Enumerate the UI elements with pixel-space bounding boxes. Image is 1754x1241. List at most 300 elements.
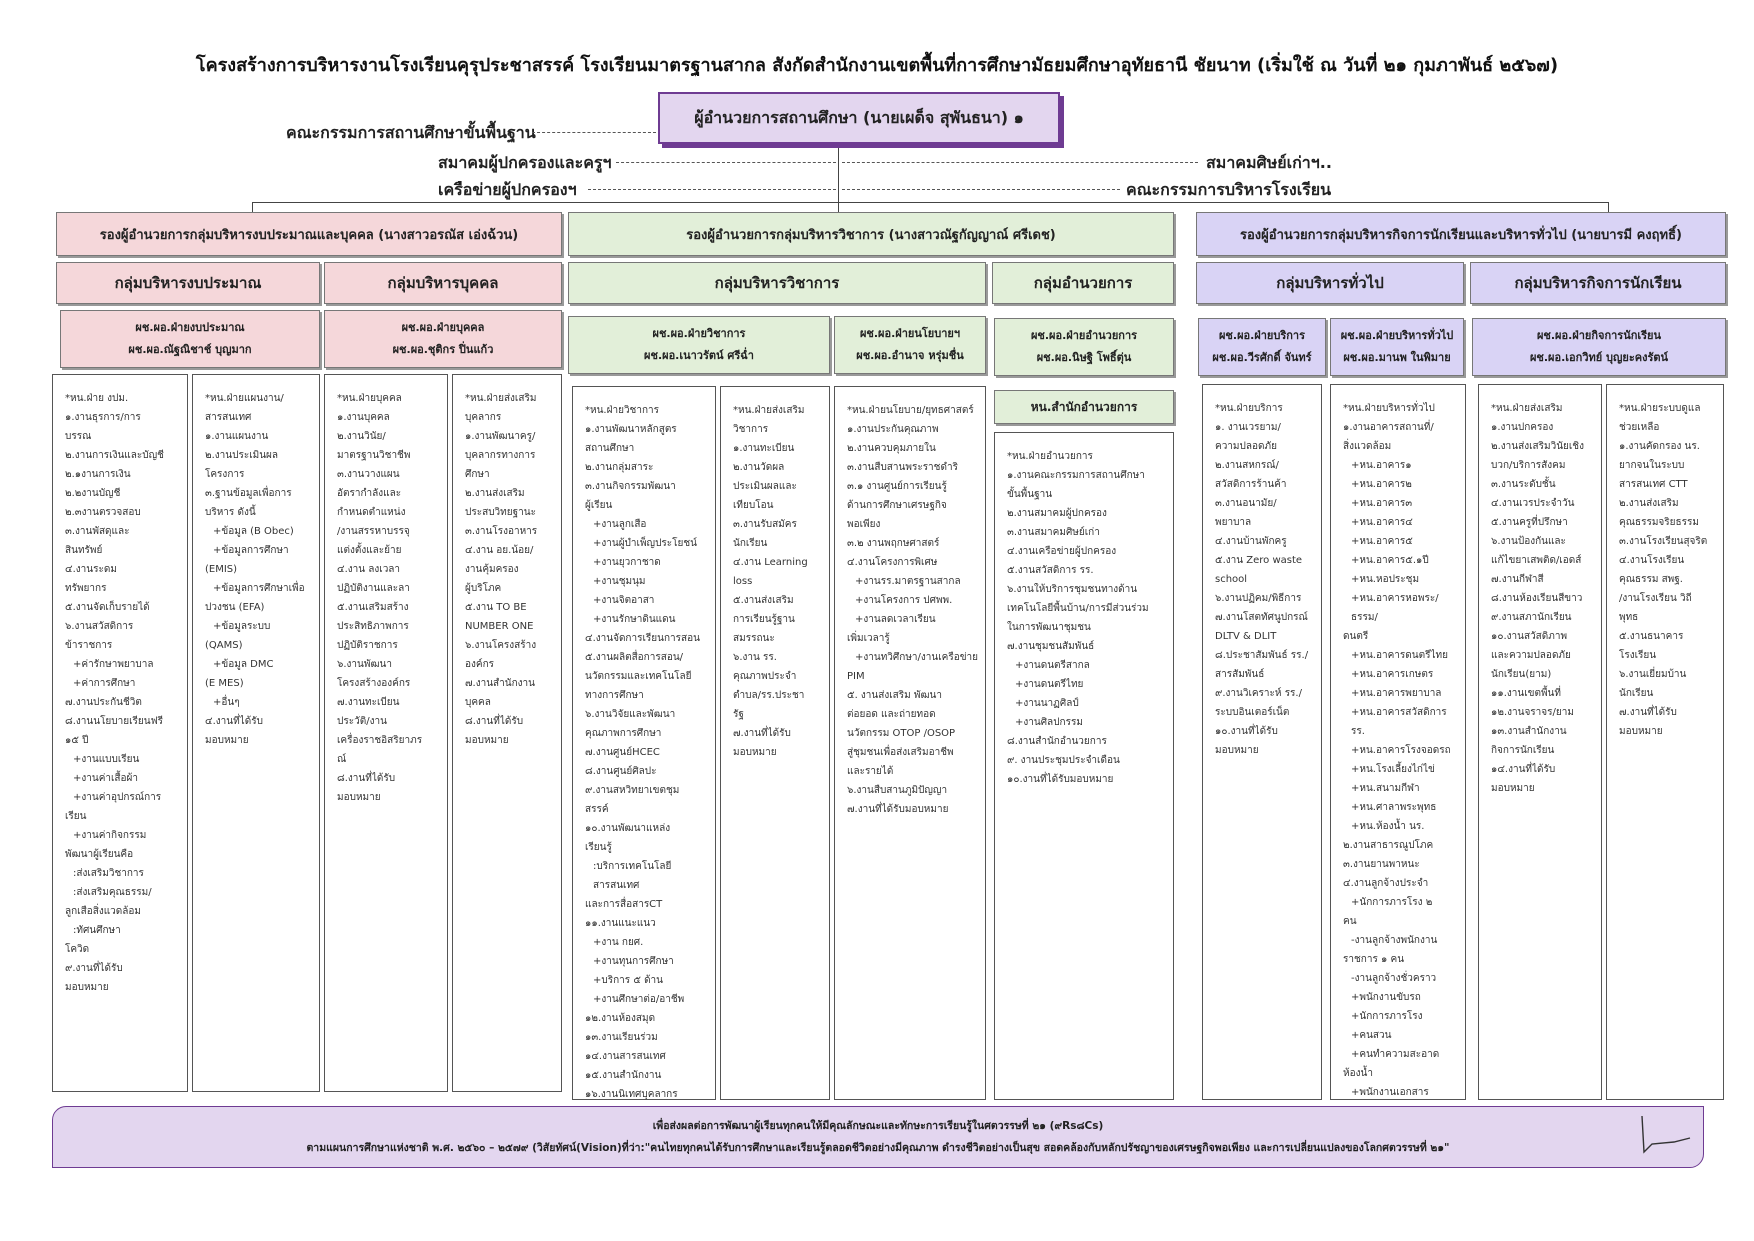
task-item: ราชการ ๑ คน [1343, 954, 1405, 965]
task-item: งานคุ้มครอง [465, 564, 519, 575]
task-item: +หน.อาคาร๓ [1351, 498, 1413, 509]
task-item: ทางการศึกษา [585, 690, 644, 701]
task-item: ๖.งานโครงสร้าง [465, 640, 537, 651]
head-general-admin-name: ผช.ผอ.มานพ ในพิมาย [1343, 351, 1451, 364]
task-item: ๒.งานส่งเสริม [1619, 498, 1679, 509]
task-item: กำหนดตำแหน่ง [337, 507, 406, 518]
task-item: ๓.งานโรงเรียนสุจริต [1619, 536, 1708, 547]
task-item: ๒.งานควบคุมภายใน [847, 443, 936, 454]
task-item: บริหาร ดังนี้ [205, 507, 256, 518]
head-budget [60, 310, 320, 368]
task-item: :บริการเทคโนโลยีสารสนเทศ [593, 861, 672, 891]
task-item: ๑๖.งานนิเทศบุคลากร [585, 1089, 678, 1100]
task-item: ยากจนในระบบ [1619, 460, 1685, 471]
task-item: +งานทุนการศึกษา [593, 956, 674, 967]
task-item: ๙. งานประชุมประจำเดือน [1007, 755, 1120, 766]
task-item: โรงเรียน [1619, 650, 1657, 661]
committee-dash-line [842, 189, 1120, 190]
task-item: ๙.งานสภานักเรียน [1491, 612, 1572, 623]
task-item: ๖.งานสวัสดิการ [65, 621, 134, 632]
task-item: +งานชุมนุม [593, 576, 646, 587]
task-item: เครื่องราชอิสริยาภร [337, 735, 423, 746]
task-item: ๔.งาน Learning [733, 557, 808, 568]
task-item: กิจการนักเรียน [1491, 745, 1555, 756]
task-item: +ค่ารักษาพยาบาล [73, 659, 154, 670]
task-item: +หน.อาคาร๕ [1351, 536, 1413, 547]
task-item: แต่งตั้งและย้าย [337, 545, 402, 556]
task-item: ๗.งานทะเบียน [337, 697, 400, 708]
task-item: ๙.งานวิเคราะห์ รร./ [1215, 688, 1302, 699]
head-general-admin-title: ผช.ผอ.ฝ่ายบริหารทั่วไป [1340, 329, 1454, 342]
head-budget-name: ผช.ผอ.ณัฐณิชาช์ บุญมาก [128, 343, 252, 356]
deputy-budget-personnel: รองผู้อำนวยการกลุ่มบริหารงบประมาณและบุคคล (นางสาวอรณัส เอ่งฉ้วน) [56, 212, 562, 256]
task-item: ๗.งานโสตทัศนูปกรณ์ [1215, 612, 1308, 623]
head-academic-name: ผช.ผอ.เนาวรัตน์ ศรีฉ่ำ [644, 349, 754, 362]
task-item: บุคคล [465, 697, 491, 708]
task-item: *หน.ฝ่ายส่งเสริม [1491, 403, 1563, 414]
task-item: ๗.งานกีฬาสี [1491, 574, 1544, 585]
head-student-affairs-name: ผช.ผอ.เอกวิทย์ บุญยะคงรัตน์ [1529, 351, 1669, 364]
task-item: +งานค่าเสื้อผ้า [73, 773, 139, 784]
task-item: การเรียนรู้ฐาน [733, 614, 795, 625]
group-student-affairs: กลุ่มบริหารกิจการนักเรียน [1470, 262, 1726, 304]
task-item: ๔.งานบ้านพักครู [1215, 536, 1287, 547]
task-item: และการสื่อสารCT [585, 899, 663, 910]
director-box: ผู้อำนวยการสถานศึกษา (นายเผด็จ สุพันธนา) ๑ [658, 92, 1060, 144]
task-item: (QAMS) [205, 640, 243, 651]
head-service-title: ผช.ผอ.ฝ่ายบริการ [1218, 329, 1306, 342]
head-policy-name: ผช.ผอ.อำนาจ หรุ่มชื่น [856, 349, 964, 362]
task-item: +งานค่ากิจกรรม [73, 830, 147, 841]
task-item: ๒.งานส่งเสริมวินัยเชิง [1491, 441, 1584, 452]
task-item: *หน.ฝ่ายแผนงาน/ [205, 393, 284, 404]
column-budget-plan [192, 374, 320, 1092]
deputy-academic: รองผู้อำนวยการกลุ่มบริหารวิชาการ (นางสาวณัฐกัญญาณ์ ศรีเดช) [568, 212, 1174, 256]
task-item: ๙.งานที่ได้รับ [65, 963, 123, 974]
task-item: ๑๕ ปี [65, 735, 89, 746]
task-item: มอบหมาย [465, 735, 509, 746]
column-general-admin [1330, 384, 1466, 1100]
alumni-label: สมาคมศิษย์เก่าฯ.. [1206, 153, 1332, 172]
parents-assoc-label: สมาคมผู้ปกครองและครูฯ [438, 153, 612, 172]
footer-line-1: เพื่อส่งผลต่อการพัฒนาผู้เรียนทุกคนให้มีคุณลักษณะและทักษะการเรียนรู้ในศตวรรษที่ ๒๑ (๙Rs๘Cs) [652, 1120, 1104, 1132]
task-item: มอบหมาย [1215, 745, 1259, 756]
task-item: ๒.๓งานตรวจสอบ [65, 507, 141, 518]
task-item: ๑๕.งานสำนักงาน [585, 1070, 662, 1081]
task-item: ๒.งานส่งเสริม [465, 488, 525, 499]
task-item: ๑.งานอาคารสถานที่/ [1343, 422, 1434, 433]
column-director-office [994, 432, 1174, 1100]
group-academic: กลุ่มบริหารวิชาการ [568, 262, 986, 304]
task-item: ปวงชน (EFA) [205, 602, 265, 613]
parents-network-dash-line [588, 189, 836, 190]
task-item: ๑๑.งานเขตพื้นที่ [1491, 688, 1561, 699]
task-item: +พนักงานขับรถ [1351, 992, 1421, 1003]
task-item: ๔.งานที่ได้รับ [205, 716, 263, 727]
task-item: สินทรัพย์ [65, 545, 103, 556]
task-item: ๔.งาน อย.น้อย/ [465, 545, 534, 556]
task-item: ๖.งาน รร. [733, 652, 777, 663]
task-item: รัฐ [733, 709, 744, 720]
task-item: ๓.งานระดับชั้น [1491, 479, 1556, 490]
task-item: นักเรียน [1619, 688, 1654, 699]
task-item: สารสนเทศ CTT [1619, 479, 1688, 490]
task-item: +งาน กยศ. [593, 937, 644, 948]
task-item: +หน.โรงเลี้ยงไก่ไข่ [1351, 764, 1435, 775]
head-budget-title: ผช.ผอ.ฝ่ายงบประมาณ [135, 321, 245, 334]
task-item: มาตรฐานวิชาชีพ [337, 450, 411, 461]
task-item: ๑๓.งานเรียนร่วม [585, 1032, 658, 1043]
task-item: +งานรักษาดินแดน [593, 614, 676, 625]
task-item: loss [733, 576, 753, 587]
task-item: ประสบวิทยฐานะ [465, 507, 536, 518]
task-item: ๑.งานประกันคุณภาพ [847, 424, 939, 435]
task-item: เทียบโอน [733, 500, 774, 511]
task-item: ๕.งาน TO BE [465, 602, 527, 613]
head-director-office [994, 318, 1174, 376]
task-item: +หน.สนามกีฬา [1351, 783, 1420, 794]
task-item: ๙.งานสหวิทยาเขตชุม [585, 785, 680, 796]
page-title: โครงสร้างการบริหารงานโรงเรียนคุรุประชาสรรค์ โรงเรียนมาตรฐานสากล สังกัดสำนักงานเขตพื้นที่การศึกษามัธยมศึกษาอุทัยธานี ชัยนาท (เริ่มใช้ ณ วันที่ ๒๑ กุมภาพันธ์ ๒๕๖๗) [195, 55, 1559, 76]
task-item: :ทัศนศึกษา [73, 925, 121, 936]
task-item: ขั้นพื้นฐาน [1007, 489, 1053, 500]
task-item: +หน.อาคารดนตรีไทย [1351, 650, 1448, 661]
task-item: +หน.ศาลาพระพุทธ [1351, 802, 1437, 813]
task-item: ผู้เรียน [585, 500, 613, 511]
task-item: สรรค์ [585, 804, 609, 815]
task-item: +งานยุวกาชาด [593, 557, 661, 568]
task-item: ลูกเสือสิ่งแวดล้อม [65, 906, 141, 917]
deputy-drop-line-1 [252, 202, 253, 212]
vision-footer [52, 1106, 1704, 1168]
task-item: ๔.งานเครือข่ายผู้ปกครอง [1007, 546, 1117, 557]
task-item: +ข้อมูลระบบ [213, 621, 271, 632]
board-label: คณะกรรมการสถานศึกษาขั้นพื้นฐาน [286, 123, 536, 142]
task-item: คุณธรรม สพฐ. [1619, 574, 1683, 585]
task-item: ๕.งานผลิตสื่อการสอน/ [585, 652, 684, 663]
task-item: เทคโนโลยีพื้นบ้าน/การมีส่วนร่วม [1007, 603, 1149, 614]
column-student-promote [1478, 384, 1602, 1100]
task-item: ๕. งานส่งเสริม พัฒนา [847, 690, 942, 701]
task-item: ๒.งานวินัย/ [337, 431, 386, 442]
task-item: ๓.งานกิจกรรมพัฒนา [585, 481, 676, 492]
task-item: ปฏิบัติราชการ [337, 640, 398, 651]
task-item: ดนตรี [1343, 631, 1369, 642]
task-item: ๓.งานสมาคมศิษย์เก่า [1007, 527, 1100, 538]
task-item: +หน.อาคารเกษตร [1351, 669, 1434, 680]
task-item: *หน.ฝ่ายระบบดูแล [1619, 403, 1701, 414]
column-academic-promote [720, 386, 830, 1100]
task-item: +งานนาฏศิลป์ [1015, 698, 1079, 709]
task-item: *หน.ฝ่ายอำนวยการ [1007, 451, 1093, 462]
task-item: +งานทวิศึกษา/งานเครือข่าย [855, 652, 979, 663]
task-item: ๗.งานที่ได้รับ [733, 728, 791, 739]
task-item: สิ่งแวดล้อม [1343, 441, 1392, 452]
task-item: +หน.อาคารโรงจอดรถ [1351, 745, 1451, 756]
task-item: โครงสร้างองค์กร [337, 678, 411, 689]
head-policy-title: ผช.ผอ.ฝ่ายนโยบายฯ [859, 327, 961, 340]
task-item: ๖.งานเยี่ยมบ้าน [1619, 669, 1687, 680]
task-item: *หน.ฝ่าย งปม. [65, 393, 129, 404]
task-item: ๓.ฐานข้อมูลเพื่อการ [205, 488, 292, 499]
task-item: ๔.งานจัดการเรียนการสอน [585, 633, 700, 644]
task-item: *หน.ฝ่ายบุคคล [337, 393, 402, 404]
task-item: ผู้บริโภค [465, 583, 502, 594]
column-personnel [324, 374, 448, 1092]
task-item: ๑. งานเวรยาม/ [1215, 422, 1281, 433]
task-item: ๒.งานสาธารณูปโภค [1343, 840, 1434, 851]
task-item: +นักการภารโรง [1351, 1011, 1423, 1022]
task-item: สารสัมพันธ์ [1215, 669, 1265, 680]
task-item: ๑๐.งานที่ได้รับ [1215, 726, 1278, 737]
task-item: DLTV & DLIT [1215, 631, 1277, 642]
task-item: ๒.งานการเงินและบัญชี [65, 450, 164, 461]
task-item: ๕.งานส่งเสริม [733, 595, 794, 606]
task-item: ๖.งานวิจัยและพัฒนา [585, 709, 676, 720]
task-item: ๓.งานสืบสานพระราชดำริ [847, 462, 958, 473]
task-item: ข้าราชการ [65, 640, 113, 651]
task-item: +งานดนตรีไทย [1015, 679, 1084, 690]
task-item: ๑.งานทะเบียน [733, 443, 795, 454]
task-item: ๒.งานกลุ่มสาระ [585, 462, 654, 473]
task-item: ๖.งานป้องกันและ [1491, 536, 1566, 547]
deputy-student-general: รองผู้อำนวยการกลุ่มบริหารกิจการนักเรียนและบริหารทั่วไป (นายบารมี คงฤทธิ์) [1196, 212, 1726, 256]
task-item: ๑๔.งานสารสนเทศ [585, 1051, 666, 1062]
task-item: ระบบอินเตอร์เน็ต [1215, 707, 1290, 718]
task-item: +หน.หอประชุม [1351, 574, 1420, 585]
task-item: school [1215, 574, 1248, 585]
task-item: +งานศิลปกรรม [1015, 717, 1083, 728]
task-item: ๑.งานพัฒนาหลักสูตร [585, 424, 677, 435]
task-item: พยาบาล [1215, 517, 1252, 528]
head-personnel [324, 310, 562, 368]
task-item: ๕.งานสวัสดิการ รร. [1007, 565, 1094, 576]
task-item: ๑๔.งานที่ได้รับ [1491, 764, 1556, 775]
task-item: พัฒนาผู้เรียนคือ [65, 849, 134, 860]
task-item: ๑.งานพัฒนาครู/ [465, 431, 536, 442]
task-item: ๕.งาน Zero waste [1215, 555, 1303, 566]
admin-committee-label: คณะกรรมการบริหารโรงเรียน [1126, 180, 1332, 199]
task-item: ณ์ [337, 754, 347, 765]
task-item: ๑๐.งานสวัสดิภาพ [1491, 631, 1568, 642]
task-item: บวก/บริการสังคม [1491, 460, 1566, 471]
task-item: อัตรากำลังและ [337, 488, 402, 499]
parents-assoc-dash-line [616, 162, 836, 163]
task-item: +งานจิตอาสา [593, 595, 655, 606]
task-item: นวัตกรรม OTOP /OSOP [847, 728, 956, 739]
task-item: +บริการ ๕ ด้าน [593, 975, 664, 986]
task-item: ๑.งานธุรการ/การ [65, 412, 141, 423]
task-item: ประวัติ/งาน [337, 716, 387, 727]
task-item: ๗.งานที่ได้รับมอบหมาย [847, 804, 949, 815]
task-item: วิชาการ [733, 424, 769, 435]
task-item: ๒.งานสหกรณ์/ [1215, 460, 1279, 471]
head-director-office-title: ผช.ผอ.ฝ่ายอำนวยการ [1030, 329, 1138, 342]
column-academic [572, 386, 716, 1100]
task-item: ๓.๑ งานศูนย์การเรียนรู้ [847, 481, 947, 492]
task-item: /งานสรรหาบรรจุ [337, 526, 410, 537]
task-item: *หน.ฝ่ายส่งเสริม [465, 393, 537, 404]
task-item: ในการพัฒนาชุมชน [1007, 622, 1091, 633]
task-item: +หน.อาคาร๕.๑ปี [1351, 555, 1429, 566]
task-item: (EMIS) [205, 564, 238, 575]
task-item: คุณธรรมจริยธรรม [1619, 517, 1699, 528]
task-item: :ส่งเสริมคุณธรรม/ [73, 887, 152, 898]
task-item: ๑.งานคณะกรรมการสถานศึกษา [1007, 470, 1145, 481]
parents-network-label: เครือข่ายผู้ปกครองฯ [438, 180, 577, 199]
task-item: +งานโครงการ ปศพพ. [855, 595, 953, 606]
task-item: *หน.ฝ่ายวิชาการ [585, 405, 659, 416]
task-item: สถานศึกษา [585, 443, 635, 454]
task-item: ๗.งานสำนักงาน [465, 678, 535, 689]
task-item: เพิ่มเวลารู้ [847, 633, 890, 644]
column-personnel-promote [452, 374, 562, 1092]
task-item: ๓.๒ งานพฤกษศาสตร์ [847, 538, 940, 549]
head-service [1198, 318, 1326, 376]
task-item: ๑๑.งานแนะแนว [585, 918, 656, 929]
task-item: ๕.งานธนาคาร [1619, 631, 1684, 642]
task-item: ๘.งานศูนย์ศิลปะ [585, 766, 657, 777]
task-item: มอบหมาย [1491, 783, 1535, 794]
task-item: ๖.งานปฏิคม/พิธีการ [1215, 593, 1302, 604]
task-item: +คนสวน [1351, 1030, 1392, 1041]
task-item: +หน.ห้องน้ำ นร. [1351, 821, 1425, 832]
deputy-drop-line-3 [1608, 202, 1609, 212]
task-item: พุทธ [1619, 612, 1639, 623]
task-item: PIM [847, 671, 865, 682]
head-general-admin [1330, 318, 1464, 376]
task-item: /งานโรงเรียน วิถี [1619, 593, 1692, 604]
head-service-name: ผช.ผอ.วีรศักดิ์ จันทร์ [1212, 351, 1312, 364]
task-item: +คนทำความสะอาด [1351, 1049, 1440, 1060]
signature-icon [1634, 1112, 1694, 1162]
task-item: ๑.งานคัดกรอง นร. [1619, 441, 1700, 452]
task-item: +ข้อมูล DMC [213, 659, 274, 670]
task-item: ห้องน้ำ [1343, 1068, 1373, 1079]
task-item: +ข้อมูล (B Obec) [213, 526, 294, 537]
task-item: +หน.อาคารหอพระ/ธรรม/ [1351, 593, 1439, 623]
task-item: ด้านการศึกษาเศรษฐกิจ [847, 500, 947, 511]
task-item: +งานลูกเสือ [593, 519, 647, 530]
head-personnel-name: ผช.ผอ.ชุติกร ปิ่นแก้ว [392, 343, 494, 356]
task-item: ๑.งานปกครอง [1491, 422, 1554, 433]
task-item: ประสิทธิภาพการ [337, 621, 409, 632]
group-personnel: กลุ่มบริหารบุคคล [324, 262, 562, 304]
task-item: ปฏิบัติงานและลา [337, 583, 410, 594]
task-item: องค์กร [465, 659, 495, 670]
task-item: +ข้อมูลการศึกษา [213, 545, 289, 556]
task-item: ๔.งานโรงเรียน [1619, 555, 1685, 566]
task-item: สวัสดิการร้านค้า [1215, 479, 1287, 490]
task-item: ๑.งานบุคคล [337, 412, 390, 423]
group-general: กลุ่มบริหารทั่วไป [1196, 262, 1464, 304]
task-item: นักเรียน(ยาม) [1491, 669, 1552, 680]
task-item: บรรณ [65, 431, 92, 442]
head-director-office-name: ผช.ผอ.นิษฐิ โพธิ์ตุ่น [1036, 351, 1132, 364]
task-item: ๖.งานพัฒนา [337, 659, 392, 670]
task-item: *หน.ฝ่ายนโยบาย/ยุทธศาสตร์ [847, 405, 974, 416]
task-item: พอเพียง [847, 519, 881, 530]
task-item: ๓.งานรับสมัคร [733, 519, 797, 530]
task-item: +งานศึกษาต่อ/อาชีพ [593, 994, 685, 1005]
task-item: :ส่งเสริมวิชาการ [73, 868, 144, 879]
task-item: +งานค่าอุปกรณ์การ [73, 792, 162, 803]
task-item: ประเมินผลและ [733, 481, 797, 492]
task-item: ช่วยเหลือ [1619, 422, 1660, 433]
task-item: ๒.งานสมาคมผู้ปกครอง [1007, 508, 1107, 519]
task-item: ๒.งานวัดผล [733, 462, 785, 473]
task-item: ๔.งานลูกจ้างประจำ [1343, 878, 1429, 889]
director-trunk-line [838, 146, 839, 202]
board-dash-line [532, 132, 656, 133]
task-item: ๔.งานระดม [65, 564, 117, 575]
task-item: คุณภาพการศึกษา [585, 728, 662, 739]
task-item: -งานลูกจ้างชั่วคราว [1351, 973, 1437, 984]
head-personnel-title: ผช.ผอ.ฝ่ายบุคคล [401, 321, 485, 334]
task-item: บุคลากรทางการ [465, 450, 536, 461]
task-item: มอบหมาย [205, 735, 249, 746]
task-item: +หน.อาคาร๒ [1351, 479, 1412, 490]
head-student-affairs-title: ผช.ผอ.ฝ่ายกิจการนักเรียน [1536, 329, 1662, 342]
task-item: *หน.ฝ่ายส่งเสริม [733, 405, 805, 416]
head-academic-title: ผช.ผอ.ฝ่ายวิชาการ [652, 327, 746, 340]
task-item: ๗.งานประกันชีวิต [65, 697, 142, 708]
task-item: *หน.ฝ่ายบริการ [1215, 403, 1283, 414]
task-item: นักเรียน [733, 538, 768, 549]
task-item: ๘.งานนโยบายเรียนฟรี [65, 716, 164, 727]
task-item: ๕.งานเสริมสร้าง [337, 602, 409, 613]
task-item: (E MES) [205, 678, 244, 689]
task-item: +หน.อาคาร๔ [1351, 517, 1413, 528]
task-item: ๑๐.งานพัฒนาแหล่ง [585, 823, 671, 834]
task-item: แก้ไขยาเสพติด/เอดส์ [1491, 555, 1582, 566]
task-item: สู่ชุมชนเพื่อส่งเสริมอาชีพ [847, 747, 954, 758]
task-item: ๗.งานชุมชนสัมพันธ์ [1007, 641, 1095, 652]
task-item: และรายได้ [847, 766, 894, 777]
task-item: ๑๒.งานห้องสมุด [585, 1013, 656, 1024]
task-item: ต่อยอด และถ่ายทอด [847, 709, 936, 720]
task-item: ๘.งานห้องเรียนสีขาว [1491, 593, 1583, 604]
task-item: ๒.๒งานบัญชี [65, 488, 121, 499]
task-item: ความปลอดภัย [1215, 441, 1277, 452]
task-item: ๘.ประชาสัมพันธ์ รร./ [1215, 650, 1309, 661]
deputy-drop-line-2 [838, 202, 839, 212]
task-item: ศึกษา [465, 469, 490, 480]
group-budget: กลุ่มบริหารงบประมาณ [56, 262, 320, 304]
task-item: ๑๒.งานจราจร/ยาม [1491, 707, 1574, 718]
task-item: ๓.งานยานพาหนะ [1343, 859, 1420, 870]
task-item: ๑๓.งานสำนักงาน [1491, 726, 1567, 737]
task-item: ๖.งานให้บริการชุมชนทางด้าน [1007, 584, 1138, 595]
task-item: มอบหมาย [733, 747, 777, 758]
office-head-box: หน.สำนักอำนวยการ [994, 390, 1174, 424]
alumni-dash-line [842, 162, 1198, 163]
task-item: โควิด [65, 944, 90, 955]
task-item: ๑๐.งานที่ได้รับมอบหมาย [1007, 774, 1114, 785]
task-item: +งานแบบเรียน [73, 754, 140, 765]
task-item: นวัตกรรมและเทคโนโลยี [585, 671, 692, 682]
task-item: ๒.งานประเมินผล [205, 450, 279, 461]
task-item: +นักการภารโรง ๒ [1351, 897, 1433, 908]
task-item: +ข้อมูลการศึกษาเพื่อ [213, 583, 305, 594]
task-item: +ค่าการศึกษา [73, 678, 136, 689]
task-item: +งานรร.มาตรฐานสากล [855, 576, 961, 587]
task-item: ๒.๑งานการเงิน [65, 469, 131, 480]
task-item: +งานลดเวลาเรียน [855, 614, 936, 625]
head-policy [834, 316, 986, 374]
task-item: NUMBER ONE [465, 621, 534, 632]
task-item: ๑.งานแผนงาน [205, 431, 269, 442]
